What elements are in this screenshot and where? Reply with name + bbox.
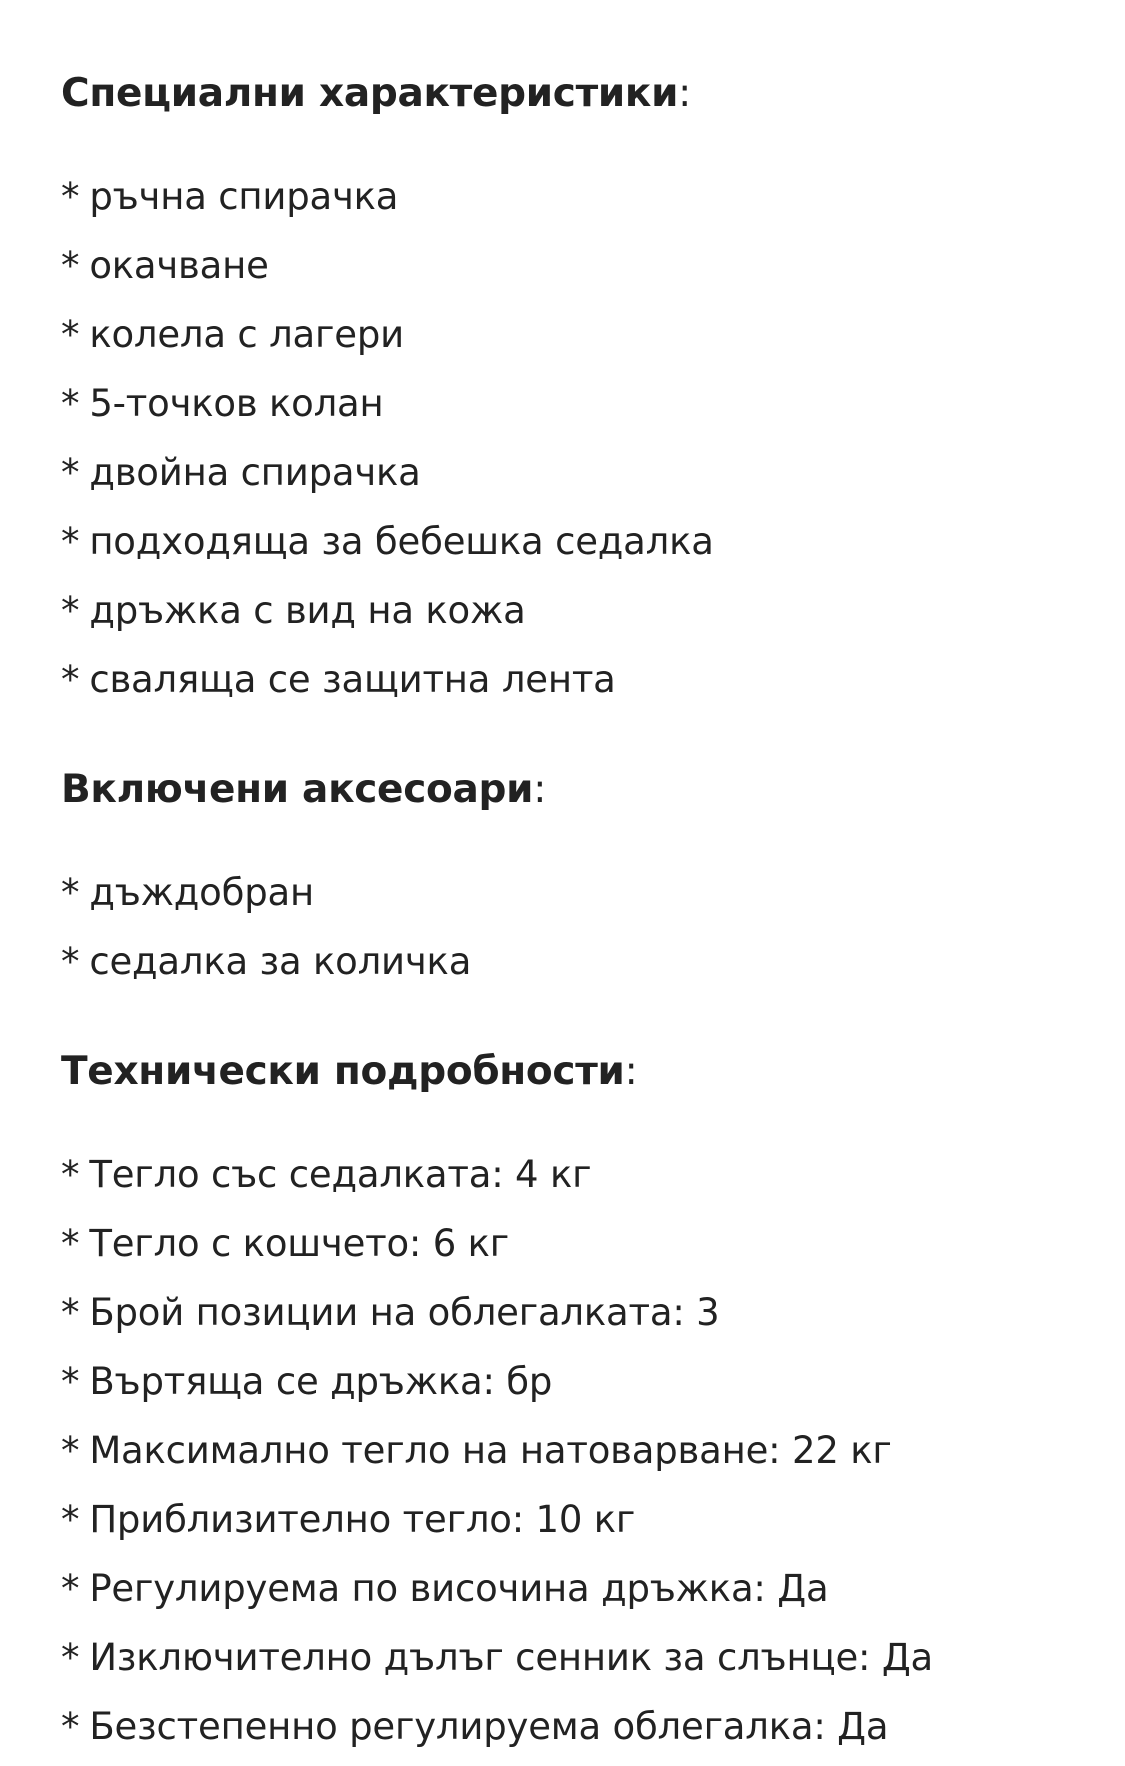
list-item-text: Изключително дълъг сенник за слънце: Да — [89, 1636, 934, 1679]
bullet-star: * — [61, 244, 80, 287]
list-item-text: 5-точков колан — [89, 382, 384, 425]
list-item — [61, 1623, 1101, 1692]
included-accessories-list — [61, 858, 1101, 996]
list-item-text: дръжка с вид на кожа — [89, 589, 526, 632]
bullet-star: * — [61, 871, 80, 914]
bullet-star: * — [61, 175, 80, 218]
list-item — [61, 858, 1101, 927]
list-item-text: двойна спирачка — [89, 451, 421, 494]
list-item-text: Тегло със седалката: 4 кг — [89, 1153, 592, 1196]
product-description — [61, 0, 1101, 1761]
list-item-text: сваляща се защитна лента — [89, 658, 616, 701]
list-item — [61, 507, 1101, 576]
list-item-text: ръчна спирачка — [89, 175, 399, 218]
special-features-list — [61, 162, 1101, 714]
list-item-text: Брой позиции на облегалката: 3 — [89, 1291, 720, 1334]
bullet-star: * — [61, 451, 80, 494]
list-item — [61, 369, 1101, 438]
list-item — [61, 1140, 1101, 1209]
bullet-star: * — [61, 1705, 80, 1748]
list-item-text: дъждобран — [89, 871, 314, 914]
list-item — [61, 438, 1101, 507]
bullet-star: * — [61, 1153, 80, 1196]
list-item — [61, 231, 1101, 300]
bullet-star: * — [61, 940, 80, 983]
list-item-text: седалка за количка — [89, 940, 472, 983]
technical-details-heading — [61, 1048, 1101, 1096]
list-item — [61, 927, 1101, 996]
special-features-heading — [61, 70, 1101, 118]
list-item-text: Безстепенно регулируема облегалка: Да — [89, 1705, 889, 1748]
heading-colon: : — [624, 1049, 638, 1094]
bullet-star: * — [61, 1291, 80, 1334]
heading-text: Технически подробности — [61, 1049, 625, 1094]
list-item-text: колела с лагери — [89, 313, 404, 356]
heading-text: Включени аксесоари — [61, 767, 534, 812]
list-item — [61, 1692, 1101, 1761]
list-item — [61, 1485, 1101, 1554]
list-item — [61, 1209, 1101, 1278]
bullet-star: * — [61, 382, 80, 425]
bullet-star: * — [61, 1636, 80, 1679]
heading-text: Специални характеристики — [61, 71, 679, 116]
bullet-star: * — [61, 520, 80, 563]
technical-details-section — [61, 1048, 1101, 1761]
list-item-text: подходяща за бебешка седалка — [89, 520, 714, 563]
list-item-text: Приблизително тегло: 10 кг — [89, 1498, 636, 1541]
list-item — [61, 576, 1101, 645]
bullet-star: * — [61, 313, 80, 356]
list-item — [61, 1416, 1101, 1485]
list-item — [61, 1347, 1101, 1416]
list-item — [61, 1554, 1101, 1623]
list-item — [61, 645, 1101, 714]
special-features-section — [61, 0, 1101, 714]
list-item — [61, 162, 1101, 231]
bullet-star: * — [61, 1498, 80, 1541]
bullet-star: * — [61, 1567, 80, 1610]
bullet-star: * — [61, 589, 80, 632]
list-item-text: Максимално тегло на натоварване: 22 кг — [89, 1429, 892, 1472]
list-item-text: Тегло с кошчето: 6 кг — [89, 1222, 510, 1265]
heading-colon: : — [678, 71, 691, 116]
bullet-star: * — [61, 1429, 80, 1472]
list-item — [61, 300, 1101, 369]
list-item-text: Въртяща се дръжка: бр — [89, 1360, 553, 1403]
heading-colon: : — [533, 767, 547, 812]
included-accessories-heading — [61, 766, 1101, 814]
list-item-text: Регулируема по височина дръжка: Да — [89, 1567, 829, 1610]
list-item-text: окачване — [89, 244, 269, 287]
technical-details-list — [61, 1140, 1101, 1761]
bullet-star: * — [61, 658, 80, 701]
bullet-star: * — [61, 1360, 80, 1403]
included-accessories-section — [61, 766, 1101, 996]
bullet-star: * — [61, 1222, 80, 1265]
list-item — [61, 1278, 1101, 1347]
